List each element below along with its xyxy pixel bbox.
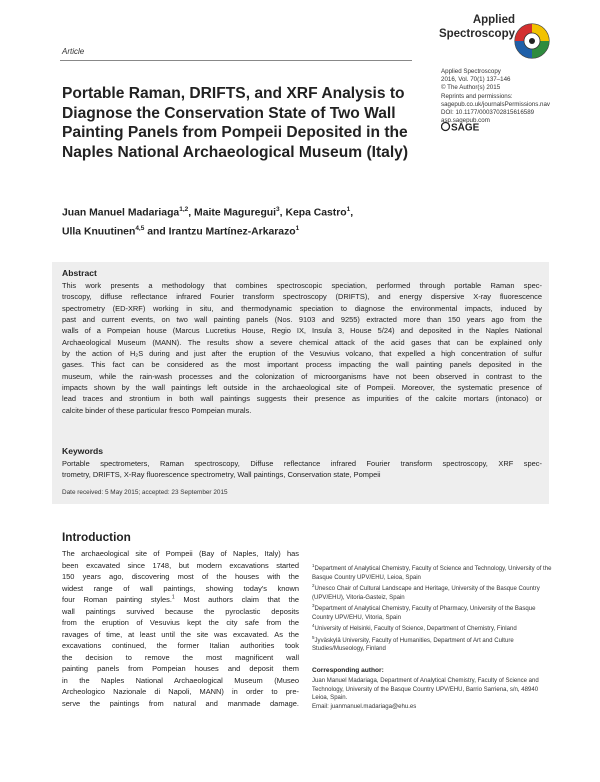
meta-reprints: Reprints and permissions: (441, 92, 513, 100)
abstract-line: past and current events, on two wall painting panels (Nos. 9103 and 9255) extracted more than 150 years ago from the (62, 315, 542, 325)
abstract-line: lead traces and strontium in both wall paintings suggests their presence as impurities of the calcite mortars (intonaco) or (62, 394, 542, 404)
sage-logo-text: SAGE (451, 122, 480, 132)
abstract-line: impacts shown by the wall paintings left outside in the archaeological site of Pompeii. Moreover, the systematic presence of (62, 383, 542, 393)
abstract-line: calcite binder of these particular fresco Pompeian murals. (62, 405, 252, 415)
intro-line: 150 years ago, discovering most of the houses with the (62, 572, 299, 581)
affiliations (312, 562, 555, 654)
intro-line: the decision to remove the most magnificent wall (62, 652, 299, 662)
corresponding-author-email[interactable]: Email: juanmanuel.madariaga@ehu.es (312, 703, 417, 710)
intro-line: serve the paintings from natural and manmade damage. (62, 698, 299, 708)
abstract-line: troscopy, diffuse reflectance infrared Fourier transform spectroscopy (DRIFTS), and energy dispersive X-ray fluorescence (62, 292, 542, 302)
intro-line-text: four Roman painting styles. (62, 595, 172, 604)
meta-journal-url[interactable]: asp.sagepub.com (441, 117, 490, 125)
author-affiliation-ref: 1 (346, 206, 351, 213)
abstract-line: spectrometry (ED-XRF) working in situ, and thermodynamic speciation to diagnose the environmental impacts, induced by (62, 303, 542, 313)
corresponding-author-heading: Corresponding author: (312, 667, 384, 674)
keywords-line: trometry, DRIFTS, X-Ray fluorescence spectrometry, Wall paintings, Conservation state, Pompeii (62, 470, 381, 480)
journal-name[interactable] (425, 13, 515, 41)
affiliation-number: 2 (312, 583, 315, 589)
sage-logo-graphic (441, 121, 481, 132)
intro-line-with-ref (62, 594, 299, 606)
abstract-line: museum, while the rain-wash processes and the colonization of microorganisms have not been observed in contrast to the (62, 371, 542, 381)
author-name[interactable]: Maite Maguregui (194, 207, 277, 219)
intro-line: been excavated since 1748, but modern excavations started (62, 560, 299, 570)
abstract-line: This work presents a methodology that combines spectroscopic speciation, performed through portable Raman spec- (62, 281, 542, 290)
introduction-heading: Introduction (62, 530, 131, 544)
author-affiliation-ref: 1,2 (179, 206, 189, 213)
intro-line: from the eruption of Vesuvius kept the city safe from the (62, 618, 299, 627)
intro-line-text: Most authors claim that the (174, 595, 300, 604)
meta-volume: 2016, Vol. 70(1) 137–146 (441, 76, 511, 84)
affiliation-number: 3 (312, 603, 315, 609)
introduction-body (62, 548, 299, 709)
meta-doi[interactable]: DOI: 10.1177/0003702815616589 (441, 109, 535, 117)
intro-line: painting panels from Pompeian houses and deposit them (62, 664, 299, 673)
journal-logo-icon (513, 22, 551, 60)
affiliation-text: Department of Analytical Chemistry, Faculty of Science and Technology, University of the Basque Country UPV/EHU, Leioa, Spain (312, 566, 552, 581)
keywords-line: Portable spectrometers, Raman spectroscopy, Diffuse reflectance infrared Fourier transform spectroscopy, XRF spec- (62, 459, 542, 468)
abstract-line: gases. This fact can be considered as the most important process impacting the wall painting panels deposited in the (62, 360, 542, 370)
author-name[interactable]: Juan Manuel Madariaga (62, 207, 180, 219)
affiliation-text: Jyväskylä University, Faculty of Humanities, Department of Art and Culture Studies/Museology, Finland (312, 637, 514, 653)
abstract-body (62, 280, 542, 416)
affiliation-text: Department of Analytical Chemistry, Faculty of Pharmacy, University of the Basque Country UPV/EHU, Vitoria, Spain (312, 606, 536, 621)
meta-permissions-link[interactable]: sagepub.co.uk/journalsPermissions.nav (441, 100, 551, 108)
intro-line: excavations continued, the former Italian authorities took (62, 641, 299, 650)
author-name[interactable]: Kepa Castro (285, 207, 347, 219)
affiliation-item (312, 602, 555, 622)
journal-name-line1: Applied (472, 14, 515, 26)
journal-name-line2: Spectroscopy (438, 28, 515, 40)
corresponding-author-address: Juan Manuel Madariaga, Department of Analytical Chemistry, Faculty of Science and Technology, University of the Basque Country UPV/EHU, Barrio Sarriena, s/n, 48940 Leioa, Spain. (312, 678, 539, 701)
sage-logo (441, 121, 481, 131)
corresponding-author-details (312, 677, 555, 711)
author-affiliation-ref: 3 (276, 206, 280, 213)
affiliation-item (312, 634, 555, 654)
affiliation-text: Unesco Chair of Cultural Landscape and Heritage, University of the Basque Country (UPV/EHU), Vitoria-Gasteiz, Spain (312, 586, 540, 601)
header-divider (60, 60, 412, 61)
abstract-heading: Abstract (62, 268, 97, 278)
citation-ref[interactable]: 1 (171, 594, 175, 601)
intro-line: wall paintings survived because the pyroclastic deposits (62, 606, 299, 616)
keywords-heading: Keywords (62, 446, 104, 456)
abstract-line: Archaeological Museum (MANN). The results show a severe chemical attack of the acid gases that can be explained only (62, 337, 542, 347)
intro-line: Archeologico Nazionale di Napoli, MANN) in order to pre- (62, 687, 299, 696)
intro-line: widest range of wall paintings, showing today's known (62, 583, 299, 593)
intro-line: in the Naples National Archaeological Museum (Museo (62, 675, 299, 685)
author-separator: and (144, 226, 169, 238)
affiliation-number: 4 (312, 623, 315, 629)
abstract-line: by the action of H₂S during and just after the eruption of the Vesuvius volcano, that expelled a high concentration of sulfur (62, 349, 542, 359)
author-separator: , (350, 207, 354, 219)
article-type-label: Article (62, 47, 85, 56)
meta-journal: Applied Spectroscopy (441, 68, 501, 75)
paper-title: Portable Raman, DRIFTS, and XRF Analysis to Diagnose the Conservation State of Two Wall Painting Panels from Pompeii Deposited in the Naples National Archaeological Museum (Italy) (62, 85, 409, 161)
meta-copyright: © The Author(s) 2015 (441, 84, 501, 92)
affiliation-item (312, 622, 555, 634)
keywords-body (62, 458, 542, 481)
author-name[interactable]: Irantzu Martínez-Arkarazo (168, 226, 296, 238)
publication-meta (441, 68, 581, 125)
affiliation-item (312, 562, 555, 582)
author-name[interactable]: Ulla Knuutinen (62, 226, 136, 238)
author-list (62, 202, 432, 240)
author-separator: , (279, 207, 286, 219)
intro-line: The archaeological site of Pompeii (Bay of Naples, Italy) has (62, 549, 299, 558)
date-received-accepted: Date received: 5 May 2015; accepted: 23 September 2015 (62, 489, 228, 496)
author-affiliation-ref: 1 (295, 224, 300, 232)
abstract-line: walls of a Pompeian house (Marcus Lucretius House, Regio IX, Insula 3, House 5/24) and deposited in the Naples National (62, 326, 542, 336)
intro-line: ravages of time, at least until the site was excavated. As the (62, 629, 299, 639)
author-affiliation-ref: 4,5 (135, 224, 145, 232)
affiliation-text: University of Helsinki, Faculty of Science, Department of Chemistry, Finland (314, 626, 517, 633)
affiliation-number: 5 (312, 634, 315, 640)
journal-logo-graphic (513, 22, 551, 60)
affiliation-item (312, 582, 555, 602)
affiliation-number: 1 (312, 563, 315, 568)
author-separator: , (188, 207, 195, 219)
